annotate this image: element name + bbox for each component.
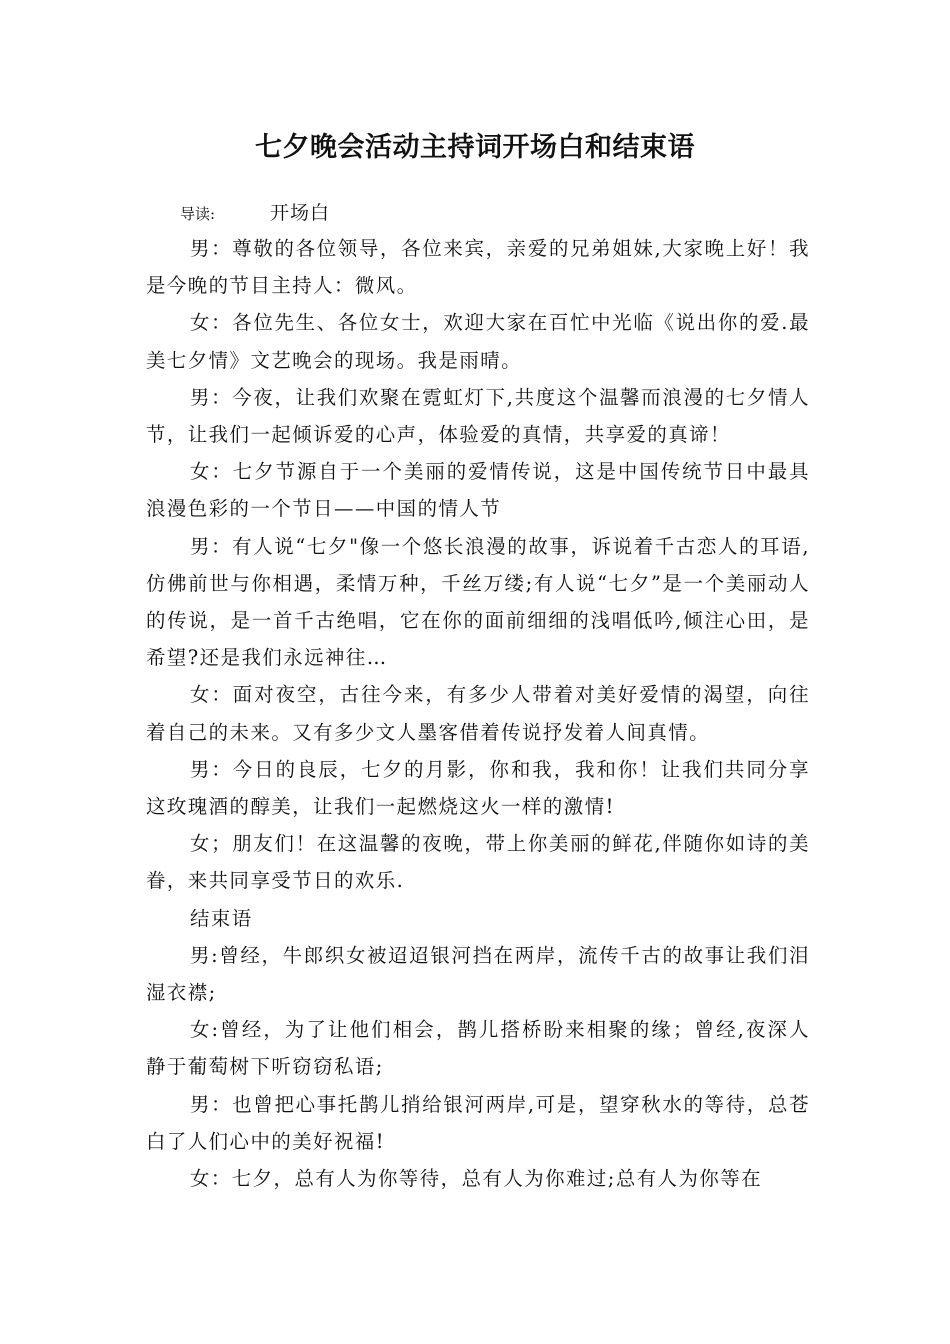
paragraph: 女：各位先生、各位女士，欢迎大家在百忙中光临《说出你的爱.最美七夕情》文艺晚会的现场。我是雨晴。 [146,311,810,372]
paragraph: 女：面对夜空，古往今来，有多少人带着对美好爱情的渴望，向往着自己的未来。又有多少文人墨客借着传说抒发着人间真情。 [146,683,810,744]
section-heading-closing: 结束语 [190,906,253,930]
paragraph: 女；朋友们！在这温馨的夜晚，带上你美丽的鲜花,伴随你如诗的美眷，来共同享受节日的欢乐. [146,832,810,893]
lead-label: 导读: [180,205,216,223]
paragraph: 男：也曾把心事托鹊儿捎给银河两岸,可是，望穿秋水的等待，总苍白了人们心中的美好祝福! [146,1092,810,1153]
paragraph: 男:曾经，牛郎织女被迢迢银河挡在两岸，流传千古的故事让我们泪湿衣襟; [146,943,810,1005]
paragraph: 男：尊敬的各位领导，各位来宾，亲爱的兄弟姐妹,大家晚上好！我是今晚的节目主持人：微风。 [146,237,810,298]
document-title: 七夕晚会活动主持词开场白和结束语 [255,132,695,163]
paragraph: 男：今日的良辰，七夕的月影，你和我，我和你！让我们共同分享这玫瑰酒的醇美，让我们一起燃烧这火一样的激情! [146,757,810,819]
lead-line [180,198,330,228]
document-body [146,230,810,1197]
paragraph: 女：七夕节源自于一个美丽的爱情传说，这是中国传统节日中最具浪漫色彩的一个节日——中国的情人节 [146,460,810,521]
paragraph: 女:曾经，为了让他们相会，鹊儿搭桥盼来相聚的缘；曾经,夜深人静于葡萄树下听窃窃私语; [146,1018,810,1079]
paragraph: 男：今夜，让我们欢聚在霓虹灯下,共度这个温馨而浪漫的七夕情人节，让我们一起倾诉爱的心声，体验爱的真情，共享爱的真谛！ [146,385,810,447]
paragraph: 男：有人说“七夕"像一个悠长浪漫的故事，诉说着千古恋人的耳语,仿佛前世与你相遇，柔情万种，千丝万缕;有人说“七夕”是一个美丽动人的传说，是一首千古绝唱，它在你的面前细细的浅唱低吟,倾注心田，是希望?还是我们永远神往… [146,534,810,670]
section-heading-opening: 开场白 [270,202,331,224]
paragraph: 女：七夕，总有人为你等待，总有人为你难过;总有人为你等在 [190,1167,763,1191]
